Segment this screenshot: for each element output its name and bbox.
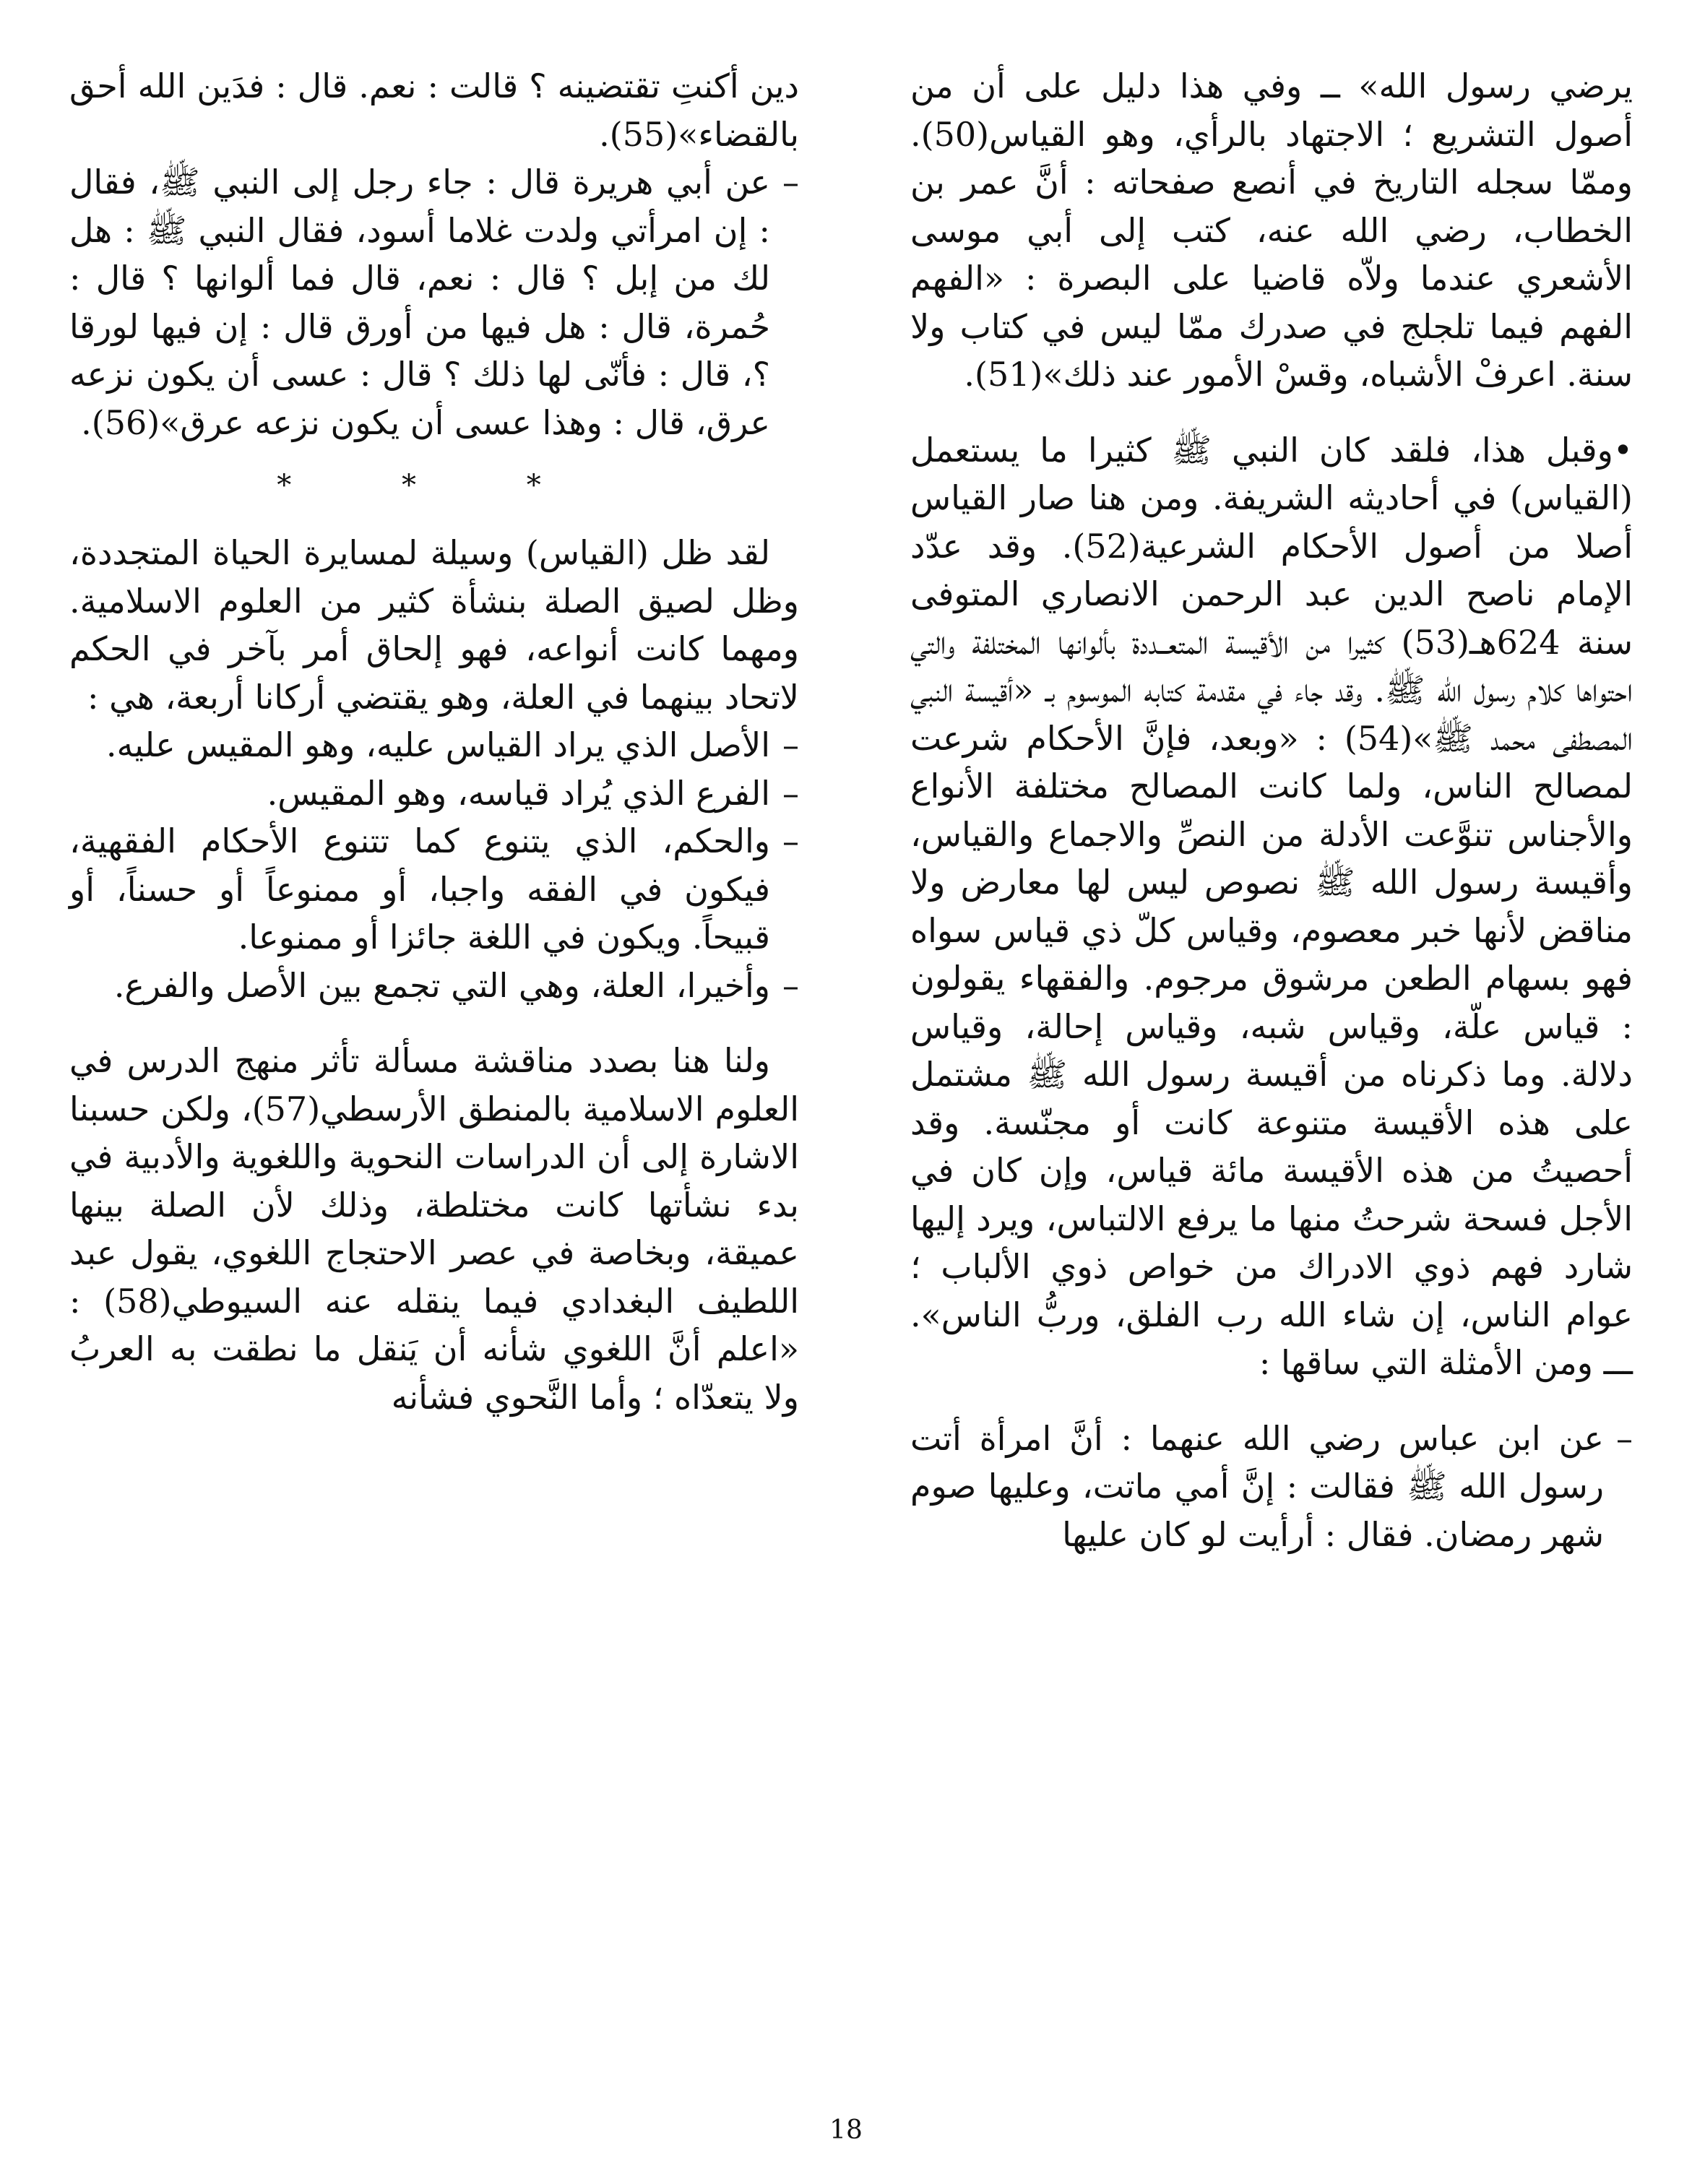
paragraph-spacer <box>910 399 1633 426</box>
list-item: – الفرع الذي يُراد قياسه، وهو المقيس. <box>69 769 799 818</box>
page-number: 18 <box>829 2115 863 2145</box>
hadith-list <box>69 158 799 446</box>
list-item: – الأصل الذي يراد القياس عليه، وهو المقيس عليه. <box>69 721 799 769</box>
paragraph: دين أكنتِ تقتضينه ؟ قالت : نعم. قال : فدَين الله أحق بالقضاء»(55). <box>69 66 799 154</box>
list-item: – عن أبي هريرة قال : جاء رجل إلى النبي ﷺ، فقال : إن امرأتي ولدت غلاما أسود، فقال النبي ﷺ : هل لك من إبل ؟ قال : نعم، قال فما ألوانها ؟ قال : حُمرة، قال : هل فيها من أورق قال : إن فيها لورقا ؟، قال : فأنّى لها ذلك ؟ قال : عسى أن يكون نزعه عرق، قال : وهذا عسى أن يكون نزعه عرق»(56). <box>69 158 799 446</box>
paragraph: ولنا هنا بصدد مناقشة مسألة تأثر منهج الدرس في العلوم الاسلامية بالمنطق الأرسطي(57)، ولكن حسبنا الاشارة إلى أن الدراسات النحوية واللغوية والأدبية في بدء نشأتها كانت مختلطة، وذلك لأن الصلة بينها عميقة، وبخاصة في عصر الاحتجاج اللغوي، يقول عبد اللطيف البغدادي فيما ينقله عنه السيوطي(58) : «اعلم أنَّ اللغوي شأنه أن يَنقل ما نطقت به العربُ ولا يتعدّاه ؛ وأما النَّحوي فشأنه <box>69 1041 799 1417</box>
pillars-list <box>69 721 799 1009</box>
paragraph: •وقبل هذا، فلقد كان النبي ﷺ كثيرا ما يستعمل (القياس) في أحاديثه الشريفة. ومن هنا صار القياس أصلا من أصول الأحكام الشرعية(52). وقد عدّد الإمام ناصح الدين عبد الرحمن الانصاري المتوفى سنة 624هـ(53) كثيرا من الأقيسة المتعــددة بألوانها المختلفة والتي احتواها كلام رسول الله ﷺ. وقد جاء في مقدمة كتابه الموسوم بـ «أقيسة النبي المصطفى محمد ﷺ»(54) : «وبعد، فإنَّ الأحكام شرعت لمصالح الناس، ولما كانت المصالح مختلفة الأنواع والأجناس تنوَّعت الأدلة من النصِّ والاجماع والقياس، وأقيسة رسول الله ﷺ نصوص ليس لها معارض ولا مناقض لأنها خبر معصوم، وقياس كلّ ذي قياس سواه فهو بسهام الطعن مرشوق مرجوم. والفقهاء يقولون : قياس علّة، وقياس شبه، وقياس إحالة، وقياس دلالة. وما ذكرناه من أقيسة رسول الله ﷺ مشتمل على هذه الأقيسة متنوعة كانت أو مجنّسة. وقد أحصيتُ من هذه الأقيسة مائة قياس، وإن كان في الأجل فسحة شرحتُ منها ما يرفع الالتباس، ويرد إليها شارد فهم ذوي الادراك من خواص ذوي الألباب ؛ عوام الناس، إن شاء الله رب الفلق، وربُّ الناس». ـــ ومن الأمثلة التي ساقها : <box>910 430 1633 1382</box>
right-column <box>910 62 1633 1558</box>
list-item: – عن ابن عباس رضي الله عنهما : أنَّ امرأة أتت رسول الله ﷺ فقالت : إنَّ أمي ماتت، وعليها صوم شهر رمضان. فقال : أرأيت لو كان عليها <box>910 1415 1633 1559</box>
paragraph-spacer <box>69 1009 799 1037</box>
list-item: – والحكم، الذي يتنوع كما تتنوع الأحكام الفقهية، فيكون في الفقه واجبا، أو ممنوعاً أو حسناً، أو قبيحاً. ويكون في اللغة جائزا أو ممنوعا. <box>69 817 799 962</box>
list-item: – وأخيرا، العلة، وهي التي تجمع بين الأصل والفرع. <box>69 962 799 1010</box>
left-column <box>69 62 799 1421</box>
section-separator: * * * <box>277 469 592 502</box>
hadith-list <box>910 1415 1633 1559</box>
paragraph: يرضي رسول الله» ــ وفي هذا دليل على أن من أصول التشريع ؛ الاجتهاد بالرأي، وهو القياس(50). وممّا سجله التاريخ في أنصع صفحاته : أنَّ عمر بن الخطاب، رضي الله عنه، كتب إلى أبي موسى الأشعري عندما ولاّه قاضيا على البصرة : «الفهم الفهم فيما تلجلج في صدرك ممّا ليس في كتاب ولا سنة. اعرفْ الأشباه، وقسْ الأمور عند ذلك»(51). <box>910 66 1633 394</box>
paragraph-spacer <box>910 1387 1633 1415</box>
paragraph: لقد ظل (القياس) وسيلة لمسايرة الحياة المتجددة، وظل لصيق الصلة بنشأة كثير من العلوم الاسلامية. ومهما كانت أنواعه، فهو إلحاق أمر بآخر في الحكم لاتحاد بينهما في العلة، وهو يقتضي أركانا أربعة، هي : <box>69 533 799 717</box>
